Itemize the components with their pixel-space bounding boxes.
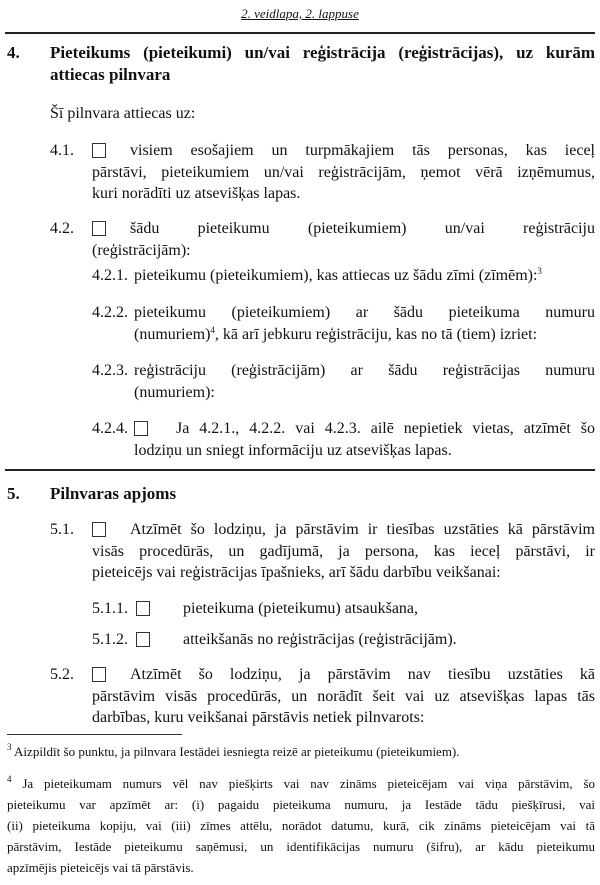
footnote-4-mark: 4 [7, 774, 12, 784]
header-divider [5, 32, 595, 34]
item-5-1-2-checkbox[interactable] [136, 632, 150, 647]
section-divider [5, 469, 595, 471]
footnote-4-line4: pārstāvim, Iestāde pieteikumu saņēmusi, un identifikācijas numuru (šifru), ar kādu pieteikumu [7, 839, 595, 854]
item-4-2-checkbox[interactable] [92, 221, 106, 236]
item-4-2-4-line1: Ja 4.2.1., 4.2.2. vai 4.2.3. ailē nepietiek vietas, atzīmēt šo [176, 420, 595, 437]
item-5-1-2-number: 5.1.2. [92, 631, 128, 648]
footnote-3-mark: 3 [7, 742, 12, 752]
footnote-4-line3: (ii) pieteikuma kopiju, vai (iii) zīmes attēlu, norādot datumu, kurā, cik zināms pieteicējam vai tā [7, 818, 595, 833]
item-4-2-3-line1: reģistrāciju (reģistrācijām) ar šādu reģistrācijas numuru [134, 362, 595, 379]
footnote-4-line1-text: Ja pieteikumam numurs vēl nav piešķirts vai nav zināms pieteicējam vai viņa pārstāvim, šo [22, 776, 595, 791]
item-4-2-1-number: 4.2.1. [92, 267, 128, 284]
section-4-title-line2: attiecas pilnvara [50, 65, 171, 84]
section-5-title: Pilnvaras apjoms [50, 484, 177, 503]
item-5-2-checkbox[interactable] [92, 667, 106, 682]
item-5-1-1-text: pieteikuma (pieteikumu) atsaukšana, [183, 600, 419, 617]
page-header [0, 6, 600, 22]
item-4-2-line2: (reģistrācijām): [92, 241, 191, 259]
item-4-2-1-label: pieteikumu (pieteikumiem), kas attiecas uz šādu zīmi (zīmēm): [134, 267, 538, 284]
item-4-2-2-line1: pieteikumu (pieteikumiem) ar šādu pieteikuma numuru [134, 304, 595, 321]
item-4-2-4-number: 4.2.4. [92, 420, 128, 437]
footnote-3-text: Aizpildīt šo punktu, ja pilnvara Iestādei iesniegta reizē ar pieteikumu (pieteikumiem). [14, 744, 460, 759]
footnote-4-line1 [7, 773, 595, 794]
item-4-2-4-checkbox[interactable] [134, 421, 148, 436]
footnote-ref-4: 4 [210, 324, 215, 335]
item-4-2-3-line2: (numuriem): [134, 383, 215, 401]
item-4-2-number: 4.2. [50, 220, 74, 237]
footnote-ref-3: 3 [537, 266, 542, 276]
item-5-1-1-number: 5.1.1. [92, 600, 128, 617]
item-4-1-checkbox[interactable] [92, 143, 106, 158]
item-4-2-2-number: 4.2.2. [92, 304, 128, 321]
item-5-1-number: 5.1. [50, 521, 74, 538]
item-5-2-line2: pārstāvim visās procedūrās, un norādīt šeit vai uz atsevišķas lapas tās [92, 687, 595, 705]
item-4-2-2-line2-end: , kā arī jebkuru reģistrāciju, kas no tā (tiem) izriet: [214, 325, 538, 343]
page-label: 2. veidlapa, 2. lappuse [241, 6, 359, 21]
footnote-4-line2: pieteikumu var apzīmēt ar: (i) pagaidu pieteikuma numuru, ja Iestāde tādu piešķīrusi, vai [7, 797, 595, 812]
item-4-1-line1: visiem esošajiem un turpmākajiem tās personas, kas ieceļ [130, 142, 595, 159]
section-4-intro: Šī pilnvara attiecas uz: [50, 105, 196, 122]
item-5-1-line3: pieteicējs vai reģistrācijas īpašnieks, arī šādu darbību veikšanai: [92, 564, 501, 581]
item-5-1-2-text: atteikšanās no reģistrācijas (reģistrācijām). [183, 631, 457, 648]
footnote-separator [7, 734, 182, 735]
item-4-2-3-number: 4.2.3. [92, 362, 128, 379]
section-4-number: 4. [7, 43, 20, 62]
section-5-number: 5. [7, 484, 20, 503]
item-5-2-number: 5.2. [50, 666, 74, 683]
footnote-4-line5: apzīmējis pieteicējs vai tā pārstāvis. [7, 860, 194, 875]
item-5-1-checkbox[interactable] [92, 522, 106, 537]
item-4-1-number: 4.1. [50, 142, 74, 159]
item-4-2-2-line2-start: (numuriem) [134, 325, 211, 343]
section-4-title-line1: Pieteikums (pieteikumi) un/vai reģistrācija (reģistrācijas), uz kurām [50, 43, 595, 62]
item-5-1-1-checkbox[interactable] [136, 601, 150, 616]
footnote-3 [7, 741, 460, 762]
item-5-1-line2: visās procedūrās, un gadījumā, ja persona, kas ieceļ pārstāvi, ir [92, 542, 595, 560]
item-5-2-line3: darbības, kuru veikšanai pārstāvis netiek pilnvarots: [92, 709, 425, 726]
item-4-2-4-line2: lodziņu un sniegt informāciju uz atsevišķas lapas. [134, 441, 452, 459]
item-5-2-line1: Atzīmēt šo lodziņu, ja pārstāvim nav tiesību uzstāties kā [130, 666, 595, 683]
item-4-2-1-text [134, 265, 542, 287]
item-4-2-2-line2 [134, 324, 537, 346]
item-5-1-line1: Atzīmēt šo lodziņu, ja pārstāvim ir tiesības uzstāties kā pārstāvim [130, 521, 595, 538]
item-4-1-line3: kuri norādīti uz atsevišķas lapas. [92, 185, 301, 202]
item-4-2-line1: šādu pieteikumu (pieteikumiem) un/vai reģistrāciju [130, 220, 595, 237]
item-4-1-line2: pārstāvi, pieteikumiem un/vai reģistrācijām, ņemot vērā izņēmumus, [92, 163, 595, 181]
